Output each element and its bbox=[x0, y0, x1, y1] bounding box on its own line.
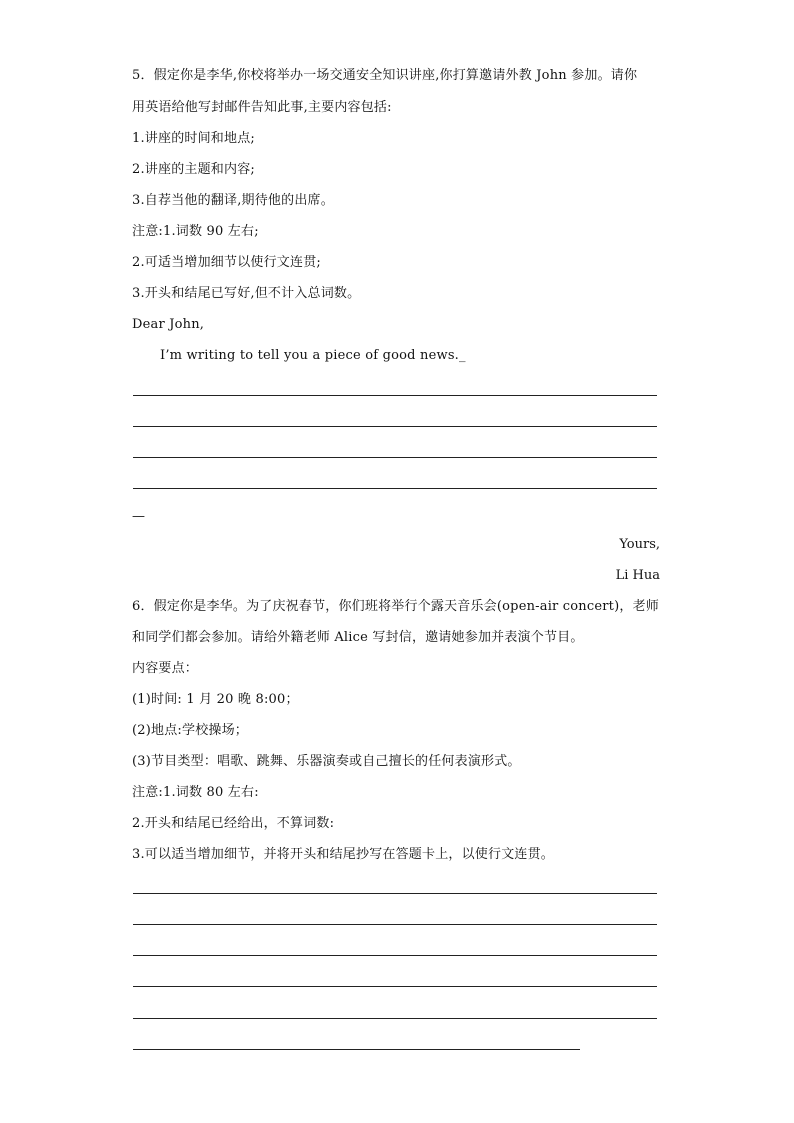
q5-closing: Yours, bbox=[619, 537, 660, 552]
q5-answer-line-1[interactable] bbox=[133, 395, 657, 396]
q5-note-3: 3.开头和结尾已写好,但不计入总词数。 bbox=[132, 286, 361, 301]
q5-point-2: 2.讲座的主题和内容; bbox=[132, 162, 255, 177]
q5-answer-line-3[interactable] bbox=[133, 457, 657, 458]
q5-signature: Li Hua bbox=[615, 568, 660, 583]
q6-stem-line2: 和同学们都会参加。请给外籍老师 Alice 写封信，邀请她参加并表演个节目。 bbox=[132, 630, 584, 645]
q5-answer-dash: — bbox=[132, 509, 146, 524]
q6-note-2: 2.开头和结尾已经给出，不算词数: bbox=[132, 816, 335, 831]
q6-point-2: (2)地点:学校操场； bbox=[132, 723, 248, 738]
q6-point-3: (3)节目类型：唱歌、跳舞、乐器演奏或自己擅长的任何表演形式。 bbox=[132, 754, 521, 769]
q6-answer-line-4[interactable] bbox=[133, 986, 657, 987]
q5-point-1: 1.讲座的时间和地点; bbox=[132, 131, 255, 146]
q6-stem-line1: 6．假定你是李华。为了庆祝春节，你们班将举行个露天音乐会(open-air concert)，老师 bbox=[132, 599, 659, 614]
q6-content-header: 内容要点： bbox=[132, 661, 199, 676]
q6-answer-line-1[interactable] bbox=[133, 893, 657, 894]
q6-answer-line-3[interactable] bbox=[133, 955, 657, 956]
q5-answer-line-4[interactable] bbox=[133, 488, 657, 489]
q5-opening-underscore: _ bbox=[459, 348, 466, 363]
q5-note-2: 2.可适当增加细节以使行文连贯; bbox=[132, 255, 321, 270]
q5-opening-text: I’m writing to tell you a piece of good news. bbox=[160, 348, 460, 363]
q6-answer-line-6[interactable] bbox=[133, 1049, 580, 1050]
q6-note-1: 注意:1.词数 80 左右: bbox=[132, 785, 259, 800]
q6-answer-line-2[interactable] bbox=[133, 924, 657, 925]
q5-stem-line2: 用英语给他写封邮件告知此事,主要内容包括: bbox=[132, 100, 392, 115]
q5-stem-line1: 5．假定你是李华,你校将举办一场交通安全知识讲座,你打算邀请外教 John 参加。请你 bbox=[132, 68, 638, 83]
q6-point-1: (1)时间: 1 月 20 晚 8:00； bbox=[132, 692, 299, 707]
q5-answer-line-2[interactable] bbox=[133, 426, 657, 427]
q5-point-3: 3.自荐当他的翻译,期待他的出席。 bbox=[132, 193, 334, 208]
q5-note-1: 注意:1.词数 90 左右; bbox=[132, 224, 259, 239]
q6-note-3: 3.可以适当增加细节，并将开头和结尾抄写在答题卡上，以使行文连贯。 bbox=[132, 847, 555, 862]
q6-answer-line-5[interactable] bbox=[133, 1018, 657, 1019]
q5-salutation: Dear John, bbox=[132, 317, 205, 332]
q5-opening-sentence bbox=[160, 348, 466, 364]
